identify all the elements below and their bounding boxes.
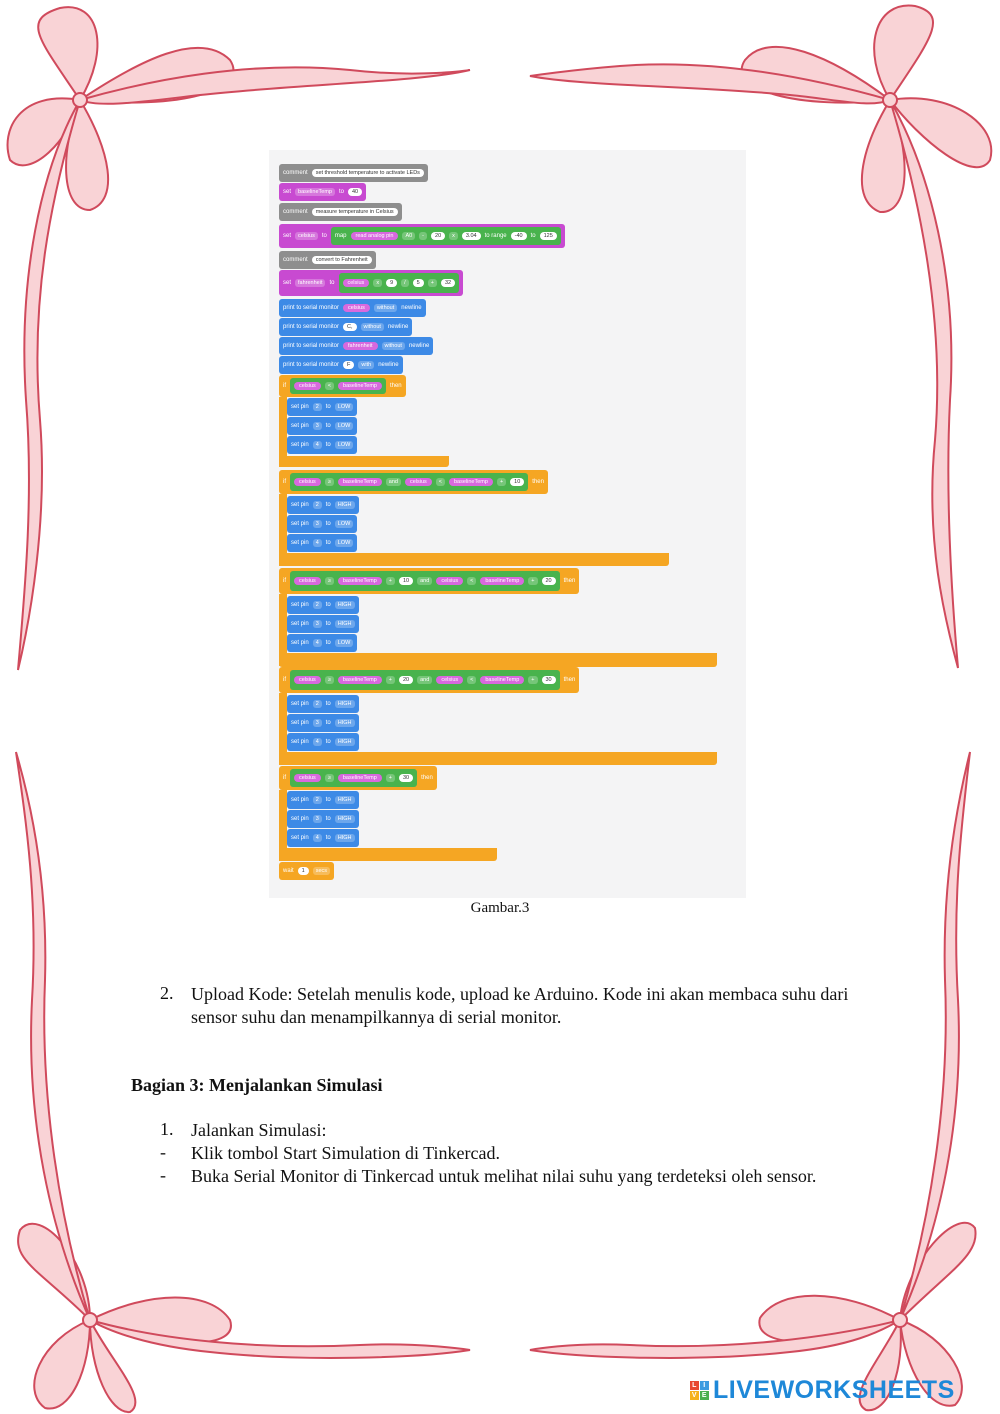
- pin-dropdown: 2: [313, 501, 322, 509]
- operator-dropdown: +: [497, 478, 506, 486]
- operator-dropdown: <: [436, 478, 445, 486]
- operator-dropdown: <: [325, 382, 334, 390]
- variable-pill: baselineTemp: [480, 577, 524, 585]
- pin-dropdown: 3: [313, 620, 322, 628]
- state-dropdown: LOW: [335, 441, 354, 449]
- set-variable-block: [279, 183, 366, 201]
- operator-dropdown: ≥: [325, 577, 334, 585]
- section-heading: Bagian 3: Menjalankan Simulasi: [131, 1075, 383, 1095]
- set-pin-block: [287, 810, 359, 828]
- block-keyword: if: [283, 383, 286, 389]
- value-input: 3.04: [462, 232, 481, 240]
- bow-loop: [900, 1223, 976, 1320]
- block-keyword: to: [325, 502, 331, 508]
- value-input: 40: [348, 188, 362, 196]
- logic-dropdown: and: [386, 478, 401, 486]
- value-input: 1: [298, 867, 309, 875]
- if-block-end: [279, 553, 669, 566]
- operator-dropdown: x: [449, 232, 458, 240]
- block-keyword: then: [563, 677, 576, 683]
- value-input: 30: [542, 676, 556, 684]
- wait-block: [279, 862, 334, 880]
- variable-pill: celsius: [294, 382, 321, 390]
- set-pin-block: [287, 596, 359, 614]
- value-input: 20: [542, 577, 556, 585]
- operator-dropdown: +: [386, 577, 395, 585]
- text-input: F: [343, 361, 354, 369]
- logic-block: [290, 571, 560, 591]
- state-dropdown: HIGH: [335, 700, 355, 708]
- variable-pill: celsius: [294, 577, 321, 585]
- variable-pill: celsius: [436, 577, 463, 585]
- state-dropdown: HIGH: [335, 796, 355, 804]
- comment-block: [279, 251, 376, 269]
- if-block: [279, 375, 406, 397]
- variable-dropdown: celsius: [295, 232, 318, 240]
- operator-dropdown: +: [428, 279, 437, 287]
- state-dropdown: HIGH: [335, 815, 355, 823]
- block-keyword: to: [325, 835, 331, 841]
- variable-pill: celsius: [436, 676, 463, 684]
- pin-dropdown: 2: [313, 601, 322, 609]
- block-keyword: if: [283, 479, 286, 485]
- figure-caption: Gambar.3: [470, 900, 530, 916]
- set-pin-block: [287, 398, 357, 416]
- value-input: 10: [399, 577, 413, 585]
- comment-text: convert to Fahrenheit: [312, 256, 372, 264]
- block-keyword: to: [325, 423, 331, 429]
- set-pin-block: [287, 436, 357, 454]
- logic-block: [290, 670, 560, 690]
- block-keyword: set pin: [291, 816, 309, 822]
- bow-loop: [34, 1320, 90, 1409]
- variable-pill: celsius: [294, 774, 321, 782]
- block-keyword: set pin: [291, 540, 309, 546]
- variable-pill: baselineTemp: [338, 577, 382, 585]
- logic-dropdown: and: [417, 676, 432, 684]
- state-dropdown: HIGH: [335, 620, 355, 628]
- compare-block: [290, 769, 417, 787]
- logic-block: [290, 473, 528, 491]
- block-keyword: set pin: [291, 521, 309, 527]
- comment-block: [279, 164, 428, 182]
- variable-pill: fahrenheit: [343, 342, 377, 350]
- block-keyword: then: [421, 775, 433, 781]
- operator-dropdown: ≥: [325, 774, 334, 782]
- print-block: [279, 337, 433, 355]
- comment-text: set threshold temperature to activate LEDs: [312, 169, 424, 177]
- state-dropdown: LOW: [335, 520, 354, 528]
- block-keyword: to: [325, 621, 331, 627]
- set-pin-block: [287, 515, 357, 533]
- operator-dropdown: -: [419, 232, 427, 240]
- logo-letter: V: [691, 1392, 698, 1399]
- math-block: [339, 273, 460, 293]
- block-keyword: set pin: [291, 621, 309, 627]
- set-pin-block: [287, 733, 359, 751]
- variable-pill: baselineTemp: [449, 478, 493, 486]
- block-keyword: to: [325, 540, 331, 546]
- block-keyword: to: [325, 739, 331, 745]
- block-keyword: set pin: [291, 701, 309, 707]
- block-keyword: if: [283, 677, 286, 683]
- bow-loop: [874, 6, 933, 100]
- operator-dropdown: +: [528, 676, 537, 684]
- block-keyword: set pin: [291, 442, 309, 448]
- logo-letter: I: [700, 1381, 709, 1390]
- unit-dropdown: secs: [313, 867, 330, 875]
- block-keyword: print to serial monitor: [283, 305, 340, 311]
- state-dropdown: LOW: [335, 403, 354, 411]
- block-keyword: set pin: [291, 404, 309, 410]
- pin-dropdown: 4: [313, 834, 322, 842]
- variable-pill: baselineTemp: [338, 478, 382, 486]
- bullet-dash: -: [160, 1165, 166, 1185]
- block-keyword: to: [325, 404, 331, 410]
- newline-dropdown: without: [361, 323, 384, 331]
- set-pin-block: [287, 496, 359, 514]
- block-keyword: to: [325, 816, 331, 822]
- variable-dropdown: fahrenheit: [295, 279, 325, 287]
- if-block: [279, 568, 579, 594]
- text-input: C,: [343, 323, 357, 331]
- set-pin-block: [287, 534, 357, 552]
- pin-dropdown: 4: [313, 738, 322, 746]
- block-keyword: to range: [484, 233, 507, 239]
- print-block: [279, 299, 426, 317]
- operator-dropdown: +: [386, 676, 395, 684]
- value-input: 125: [540, 232, 557, 240]
- set-pin-block: [287, 417, 357, 435]
- block-keyword: comment: [283, 170, 308, 176]
- block-keyword: if: [283, 578, 286, 584]
- newline-dropdown: without: [382, 342, 405, 350]
- set-pin-block: [287, 634, 357, 652]
- if-block-end: [279, 848, 497, 861]
- operator-dropdown: ≥: [325, 676, 334, 684]
- block-keyword: comment: [283, 209, 308, 215]
- operator-dropdown: +: [528, 577, 537, 585]
- liveworksheets-logo: [690, 1376, 955, 1405]
- block-keyword: set pin: [291, 640, 309, 646]
- if-block-end: [279, 653, 717, 667]
- variable-pill: celsius: [343, 279, 370, 287]
- value-input: 30: [399, 774, 413, 782]
- code-blocks-image: [269, 150, 746, 898]
- block-keyword: to: [530, 233, 536, 239]
- if-block: [279, 766, 437, 790]
- block-keyword: set pin: [291, 423, 309, 429]
- block-keyword: to: [325, 720, 331, 726]
- block-keyword: newline: [387, 324, 409, 330]
- variable-pill: celsius: [294, 676, 321, 684]
- value-input: 10: [510, 478, 524, 486]
- operator-dropdown: ≥: [325, 478, 334, 486]
- bow-knot: [73, 93, 87, 107]
- bullet-text: Klik tombol Start Simulation di Tinkercad.: [191, 1143, 501, 1163]
- pin-dropdown: 3: [313, 422, 322, 430]
- block-keyword: set: [283, 189, 292, 195]
- set-pin-block: [287, 714, 359, 732]
- block-keyword: to: [325, 602, 331, 608]
- pin-dropdown: 3: [313, 815, 322, 823]
- block-keyword: comment: [283, 257, 308, 263]
- bow-loop: [18, 1224, 90, 1320]
- bow-knot: [83, 1313, 97, 1327]
- block-keyword: newline: [378, 362, 399, 368]
- block-keyword: print to serial monitor: [283, 343, 340, 349]
- block-keyword: to: [321, 233, 327, 239]
- pin-dropdown: 3: [313, 520, 322, 528]
- value-input: 20: [399, 676, 413, 684]
- print-block: [279, 318, 412, 336]
- if-block: [279, 667, 579, 693]
- logo-letter: E: [701, 1392, 708, 1399]
- block-keyword: to: [325, 640, 331, 646]
- newline-dropdown: without: [374, 304, 397, 312]
- block-keyword: then: [563, 578, 576, 584]
- comment-text: measure temperature in Celsius: [312, 208, 398, 216]
- operator-dropdown: <: [467, 577, 476, 585]
- logo-letter: L: [690, 1381, 699, 1390]
- value-input: 9: [386, 279, 397, 287]
- operator-dropdown: /: [401, 279, 409, 287]
- set-variable-block: [279, 270, 463, 296]
- if-block-end: [279, 456, 449, 467]
- pin-dropdown: 4: [313, 539, 322, 547]
- operator-dropdown: x: [373, 279, 382, 287]
- variable-pill: baselineTemp: [338, 382, 382, 390]
- block-keyword: set pin: [291, 797, 309, 803]
- brand-text: LIVEWORKSHEETS: [713, 1376, 955, 1404]
- block-keyword: print to serial monitor: [283, 362, 340, 368]
- bullet-text: Buka Serial Monitor di Tinkercad untuk melihat nilai suhu yang terdeteksi oleh sensor.: [191, 1166, 817, 1186]
- block-keyword: newline: [401, 305, 422, 311]
- block-keyword: set pin: [291, 602, 309, 608]
- bow-knot: [893, 1313, 907, 1327]
- pin-dropdown: 2: [313, 700, 322, 708]
- value-input: 32: [441, 279, 455, 287]
- block-keyword: to: [325, 521, 331, 527]
- block-keyword: to: [329, 280, 335, 286]
- block-keyword: if: [283, 775, 286, 781]
- variable-pill: celsius: [343, 304, 370, 312]
- set-pin-block: [287, 695, 359, 713]
- newline-dropdown: with: [358, 361, 374, 369]
- variable-pill: baselineTemp: [338, 676, 382, 684]
- operator-dropdown: +: [386, 774, 395, 782]
- block-keyword: wait: [283, 868, 294, 874]
- variable-dropdown: baselineTemp: [295, 188, 335, 196]
- variable-pill: baselineTemp: [338, 774, 382, 782]
- value-input: 20: [431, 232, 445, 240]
- state-dropdown: LOW: [335, 422, 354, 430]
- set-pin-block: [287, 829, 359, 847]
- comment-block: [279, 203, 402, 221]
- if-block: [279, 470, 548, 494]
- variable-pill: baselineTemp: [480, 676, 524, 684]
- state-dropdown: HIGH: [335, 719, 355, 727]
- list-number: 2.: [160, 983, 174, 1003]
- block-keyword: print to serial monitor: [283, 324, 340, 330]
- block-keyword: set pin: [291, 835, 309, 841]
- block-keyword: set pin: [291, 739, 309, 745]
- state-dropdown: HIGH: [335, 738, 355, 746]
- step2-text: Upload Kode: Setelah menulis kode, upload ke Arduino. Kode ini akan membaca suhu dari sensor suhu dan menampilkannya di serial monitor.: [191, 984, 849, 1027]
- set-variable-block: [279, 224, 565, 248]
- list-number: 1.: [160, 1119, 174, 1139]
- state-dropdown: LOW: [335, 639, 354, 647]
- set-pin-block: [287, 615, 359, 633]
- block-keyword: set: [283, 280, 292, 286]
- block-keyword: newline: [408, 343, 430, 349]
- logo-mark: [690, 1381, 709, 1400]
- read-analog-block: read analog pin: [351, 232, 399, 240]
- bow-loop: [38, 7, 97, 100]
- variable-pill: celsius: [405, 478, 432, 486]
- print-block: [279, 356, 403, 374]
- bullet-dash: -: [160, 1142, 166, 1162]
- pin-dropdown: 2: [313, 403, 322, 411]
- state-dropdown: HIGH: [335, 501, 355, 509]
- variable-pill: celsius: [294, 478, 321, 486]
- logic-dropdown: and: [417, 577, 432, 585]
- step1-text: Jalankan Simulasi:: [191, 1120, 327, 1140]
- block-keyword: then: [532, 479, 544, 485]
- pin-dropdown: 4: [313, 441, 322, 449]
- pin-dropdown: A0: [402, 232, 415, 240]
- bow-knot: [883, 93, 897, 107]
- operator-dropdown: <: [467, 676, 476, 684]
- block-keyword: set pin: [291, 502, 309, 508]
- block-keyword: to: [325, 701, 331, 707]
- block-keyword: to: [325, 442, 331, 448]
- map-block: [331, 227, 561, 245]
- block-keyword: to: [325, 797, 331, 803]
- value-input: 5: [413, 279, 424, 287]
- set-pin-block: [287, 791, 359, 809]
- pin-dropdown: 4: [313, 639, 322, 647]
- state-dropdown: HIGH: [335, 834, 355, 842]
- pin-dropdown: 2: [313, 796, 322, 804]
- compare-block: [290, 378, 386, 394]
- value-input: -40: [511, 232, 527, 240]
- block-keyword: then: [389, 383, 402, 389]
- if-block-end: [279, 752, 717, 765]
- pin-dropdown: 3: [313, 719, 322, 727]
- state-dropdown: LOW: [335, 539, 354, 547]
- block-keyword: set pin: [291, 720, 309, 726]
- state-dropdown: HIGH: [335, 601, 355, 609]
- block-keyword: map: [334, 233, 347, 239]
- block-keyword: to: [338, 189, 344, 195]
- block-keyword: set: [283, 233, 292, 239]
